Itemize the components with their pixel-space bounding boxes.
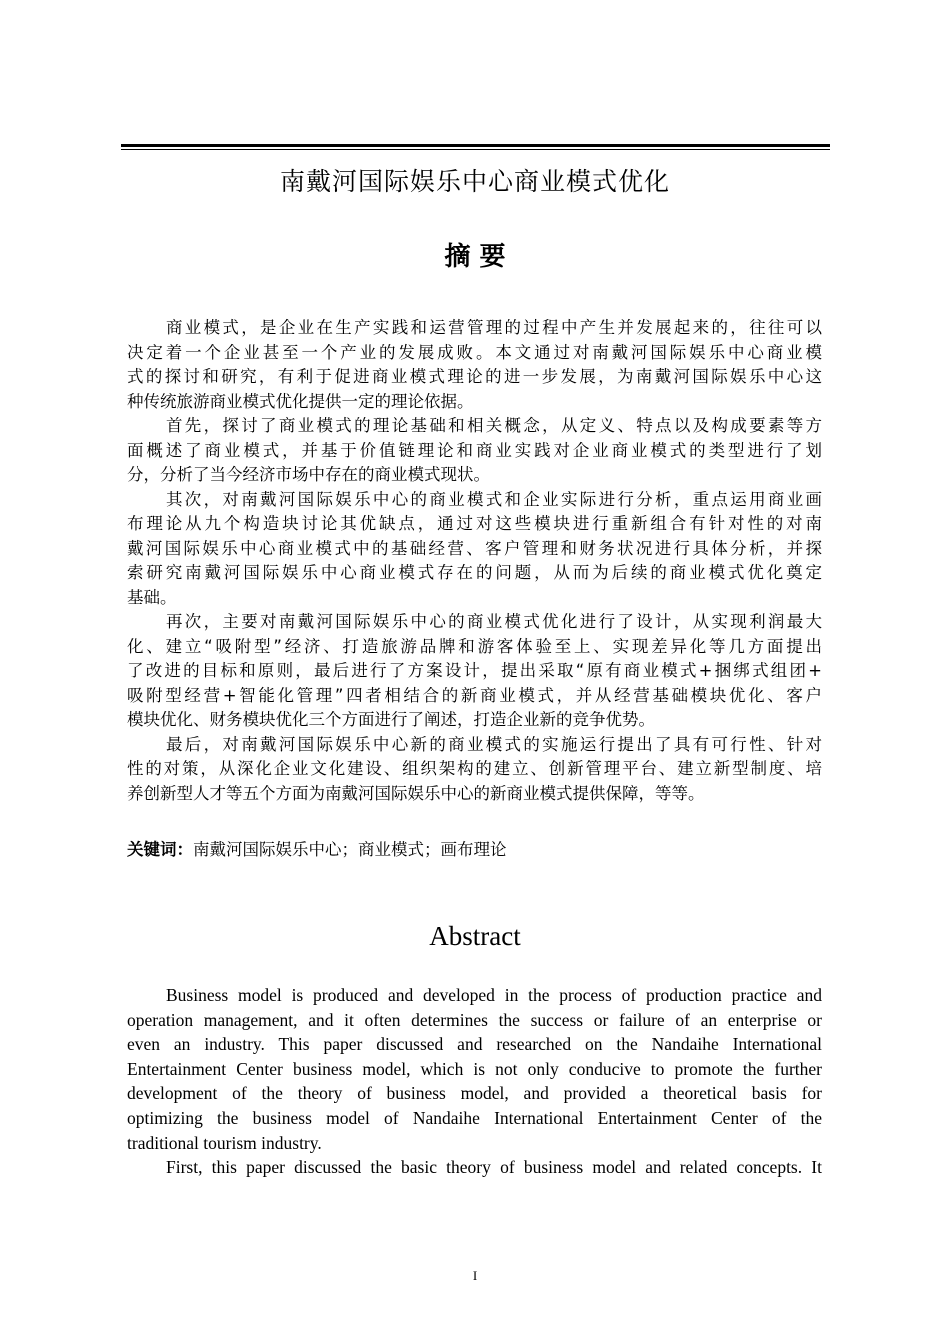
abstract-en-body <box>127 983 822 1180</box>
keywords-value: 南戴河国际娱乐中心；商业模式；画布理论 <box>193 840 507 859</box>
paragraph <box>127 610 822 733</box>
paragraph-line: 养创新型人才等五个方面为南戴河国际娱乐中心的新商业模式提供保障，等等。 <box>127 783 705 803</box>
paragraph-line: 化、建立“吸附型”经济、打造旅游品牌和游客体验至上、实现差异化等几方面提出 <box>127 636 822 656</box>
header-rule-thin <box>121 149 830 150</box>
paragraph-line: 索研究南戴河国际娱乐中心商业模式存在的问题，从而为后续的商业模式优化奠定 <box>127 563 822 582</box>
paragraph-line: even an industry. This paper discussed and researched on the Nandaihe International <box>127 1034 822 1055</box>
paragraph-line: 戴河国际娱乐中心商业模式中的基础经营、客户管理和财务状况进行具体分析，并探 <box>127 538 822 558</box>
paragraph-line: operation management, and it often determines the success or failure of an enterprise or <box>127 1009 822 1030</box>
paragraph-line: development of the theory of business model, and provided a theoretical basis for <box>127 1083 822 1104</box>
paragraph-line: 首先，探讨了商业模式的理论基础和相关概念，从定义、特点以及构成要素等方 <box>166 416 822 435</box>
paragraph-line: Business model is produced and developed in the process of production practice and <box>166 985 822 1005</box>
paragraph-line: First, this paper discussed the basic theory of business model and related concepts. It <box>166 1157 822 1178</box>
paragraph-line: 基础。 <box>127 587 177 607</box>
document-title: 南戴河国际娱乐中心商业模式优化 <box>279 167 670 196</box>
abstract-zh-body <box>127 316 822 806</box>
paragraph-line: 最后，对南戴河国际娱乐中心新的商业模式的实施运行提出了具有可行性、针对 <box>166 734 822 754</box>
paragraph <box>127 414 822 488</box>
paragraph-line: 面概述了商业模式，并基于价值链理论和商业实践对企业商业模式的类型进行了划 <box>127 440 822 460</box>
keywords <box>127 838 507 862</box>
paragraph-line: 决定着一个企业甚至一个产业的发展成败。本文通过对南戴河国际娱乐中心商业模 <box>127 342 822 362</box>
paragraph-line: 模块优化、财务模块优化三个方面进行了阐述，打造企业新的竞争优势。 <box>127 710 655 729</box>
paragraph <box>127 733 822 807</box>
abstract-zh-heading: 摘 要 <box>444 242 506 272</box>
paragraph-line: 商业模式，是企业在生产实践和运营管理的过程中产生并发展起来的，往往可以 <box>166 318 822 337</box>
keywords-label: 关键词： <box>127 840 193 859</box>
paragraph-line: 分，分析了当今经济市场中存在的商业模式现状。 <box>127 465 490 484</box>
paragraph <box>127 983 822 1155</box>
paragraph-line: 布理论从九个构造块讨论其优缺点，通过对这些模块进行重新组合有针对性的对南 <box>127 514 822 533</box>
paragraph <box>127 488 822 611</box>
header-rule-thick <box>121 144 830 147</box>
paragraph-line: 性的对策，从深化企业文化建设、组织架构的建立、创新管理平台、建立新型制度、培 <box>127 759 822 778</box>
page-number: I <box>472 1268 478 1283</box>
paragraph-line: 式的探讨和研究，有利于促进商业模式理论的进一步发展，为南戴河国际娱乐中心这 <box>127 367 822 386</box>
paragraph-line: 吸附型经营+智能化管理”四者相结合的新商业模式，并从经营基础模块优化、客户 <box>127 685 822 705</box>
paragraph-line: Entertainment Center business model, which is not only conducive to promote the further <box>127 1058 822 1079</box>
paragraph <box>127 1155 822 1180</box>
paragraph <box>127 316 822 414</box>
paragraph-line: 其次，对南戴河国际娱乐中心的商业模式和企业实际进行分析，重点运用商业画 <box>166 489 822 509</box>
paragraph-line: traditional tourism industry. <box>127 1132 322 1153</box>
paragraph-line: 种传统旅游商业模式优化提供一定的理论依据。 <box>127 391 474 411</box>
paragraph-line: 了改进的目标和原则，最后进行了方案设计，提出采取“原有商业模式+捆绑式组团+ <box>127 661 822 680</box>
paragraph-line: optimizing the business model of Nandaihe International Entertainment Center of the <box>127 1107 822 1128</box>
abstract-en-heading: Abstract <box>429 921 521 951</box>
paragraph-line: 再次，主要对南戴河国际娱乐中心的商业模式优化进行了设计，从实现利润最大 <box>166 612 822 631</box>
